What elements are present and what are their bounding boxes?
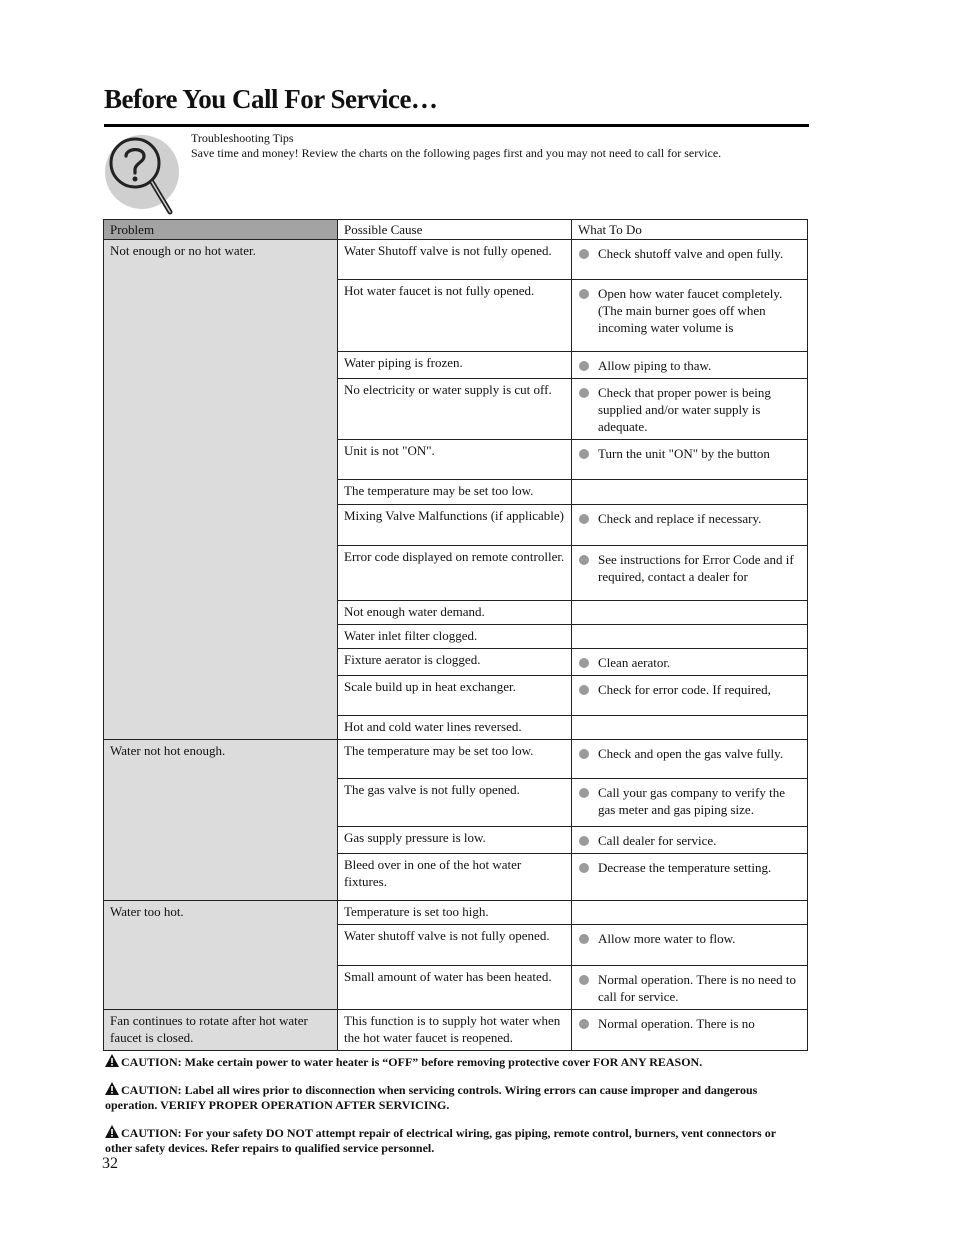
cause-cell: The temperature may be set too low. [338,740,572,779]
todo-cell [572,280,808,352]
todo-item [578,548,802,585]
cause-cell: Water shutoff valve is not fully opened. [338,925,572,966]
todo-item [578,829,802,849]
bullet-icon [579,249,589,259]
todo-cell [572,716,808,740]
bullet-icon [579,514,589,524]
caution-note [105,1082,805,1113]
todo-item [578,242,802,262]
todo-item [578,442,802,462]
problem-cell: Fan continues to rotate after hot water faucet is closed. [104,1010,338,1051]
cause-cell: This function is to supply hot water when the hot water faucet is reopened. [338,1010,572,1051]
cause-cell: Error code displayed on remote controller. [338,546,572,601]
warning-triangle-icon [105,1125,119,1138]
todo-text: Check shutoff valve and open fully. [598,246,784,261]
todo-text: Check that proper power is being supplied and/or water supply is adequate. [598,385,771,434]
todo-item [578,507,802,527]
todo-item [578,354,802,374]
bullet-icon [579,836,589,846]
bullet-icon [579,685,589,695]
todo-cell [572,779,808,827]
table-body [104,240,808,1051]
cause-cell: Small amount of water has been heated. [338,966,572,1010]
page-number: 32 [102,1155,118,1172]
todo-cell [572,1010,808,1051]
todo-text: Check and replace if necessary. [598,511,762,526]
todo-cell [572,740,808,779]
cause-cell: Water piping is frozen. [338,352,572,379]
todo-text: Turn the unit "ON" by the button [598,446,770,461]
cause-cell: Temperature is set too high. [338,901,572,925]
todo-cell [572,966,808,1010]
cautions [105,1054,805,1168]
page-title: Before You Call For Service… [104,84,438,114]
todo-text: Call dealer for service. [598,833,717,848]
bullet-icon [579,658,589,668]
header-todo: What To Do [572,220,808,240]
todo-item [578,856,802,876]
bullet-icon [579,1019,589,1029]
cause-cell: Scale build up in heat exchanger. [338,676,572,716]
todo-text: Clean aerator. [598,655,671,670]
todo-text: Check and open the gas valve fully. [598,746,784,761]
bullet-icon [579,788,589,798]
todo-cell [572,440,808,480]
problem-cell: Not enough or no hot water. [104,240,338,740]
cause-cell: Water Shutoff valve is not fully opened. [338,240,572,280]
cause-cell: The temperature may be set too low. [338,480,572,505]
caution-note [105,1054,805,1070]
table-row [104,901,808,925]
bullet-icon [579,749,589,759]
cause-cell: Fixture aerator is clogged. [338,649,572,676]
todo-cell [572,827,808,854]
table-header-row [104,220,808,240]
bullet-icon [579,449,589,459]
caution-text: CAUTION: Label all wires prior to disconnection when servicing controls. Wiring errors can cause improper and dangerous operation. VERIFY PROPER OPERATION AFTER SERVICING. [105,1083,758,1112]
cause-cell: Not enough water demand. [338,601,572,625]
todo-cell [572,480,808,505]
table-row [104,740,808,779]
todo-cell [572,505,808,546]
cause-cell: Gas supply pressure is low. [338,827,572,854]
todo-item [578,282,802,336]
cause-cell: Bleed over in one of the hot water fixtures. [338,854,572,901]
todo-item [578,742,802,762]
caution-text: CAUTION: For your safety DO NOT attempt repair of electrical wiring, gas piping, remote control, burners, vent connectors or other safety devices. Refer repairs to qualified service personnel. [105,1126,776,1155]
todo-text: Normal operation. There is no [598,1016,755,1031]
caution-text: CAUTION: Make certain power to water heater is “OFF” before removing protective cover FOR ANY REASON. [121,1055,703,1069]
caution-note [105,1125,805,1156]
todo-cell [572,901,808,925]
todo-item [578,968,802,1005]
troubleshooting-table [103,219,808,1051]
warning-triangle-icon [105,1082,119,1095]
todo-item [578,381,802,435]
todo-text: Normal operation. There is no need to call for service. [598,972,796,1004]
bullet-icon [579,388,589,398]
cause-cell: Unit is not "ON". [338,440,572,480]
bullet-icon [579,555,589,565]
warning-triangle-icon [105,1054,119,1067]
todo-cell [572,649,808,676]
todo-cell [572,352,808,379]
cause-cell: Mixing Valve Malfunctions (if applicable) [338,505,572,546]
todo-text: See instructions for Error Code and if required, contact a dealer for [598,552,794,584]
bullet-icon [579,289,589,299]
todo-text: Call your gas company to verify the gas meter and gas piping size. [598,785,786,817]
todo-item [578,678,802,698]
bullet-icon [579,934,589,944]
todo-cell [572,676,808,716]
table-row [104,240,808,280]
todo-text: Allow piping to thaw. [598,358,712,373]
cause-cell: Hot water faucet is not fully opened. [338,280,572,352]
cause-cell: Hot and cold water lines reversed. [338,716,572,740]
todo-cell [572,240,808,280]
header-cause: Possible Cause [338,220,572,240]
cause-cell: The gas valve is not fully opened. [338,779,572,827]
todo-item [578,1012,802,1032]
table-row [104,1010,808,1051]
bullet-icon [579,975,589,985]
cause-cell: Water inlet filter clogged. [338,625,572,649]
todo-cell [572,854,808,901]
todo-text: Check for error code. If required, [598,682,771,697]
todo-item [578,781,802,818]
cause-cell: No electricity or water supply is cut off. [338,379,572,440]
problem-cell: Water not hot enough. [104,740,338,901]
todo-item [578,651,802,671]
todo-cell [572,546,808,601]
header-problem: Problem [104,220,338,240]
todo-cell [572,379,808,440]
todo-text: Decrease the temperature setting. [598,860,772,875]
problem-cell: Water too hot. [104,901,338,1010]
todo-item [578,927,802,947]
todo-cell [572,625,808,649]
todo-cell [572,925,808,966]
bullet-icon [579,863,589,873]
tips-heading: Troubleshooting Tips [191,131,294,145]
question-magnifier-icon [104,134,184,218]
todo-text: Allow more water to flow. [598,931,736,946]
todo-cell [572,601,808,625]
tips-body: Save time and money! Review the charts on the following pages first and you may not need to call for service. [191,146,722,160]
todo-text: Open how water faucet completely. (The main burner goes off when incoming water volume is [598,286,783,335]
bullet-icon [579,361,589,371]
title-rule [104,124,809,127]
